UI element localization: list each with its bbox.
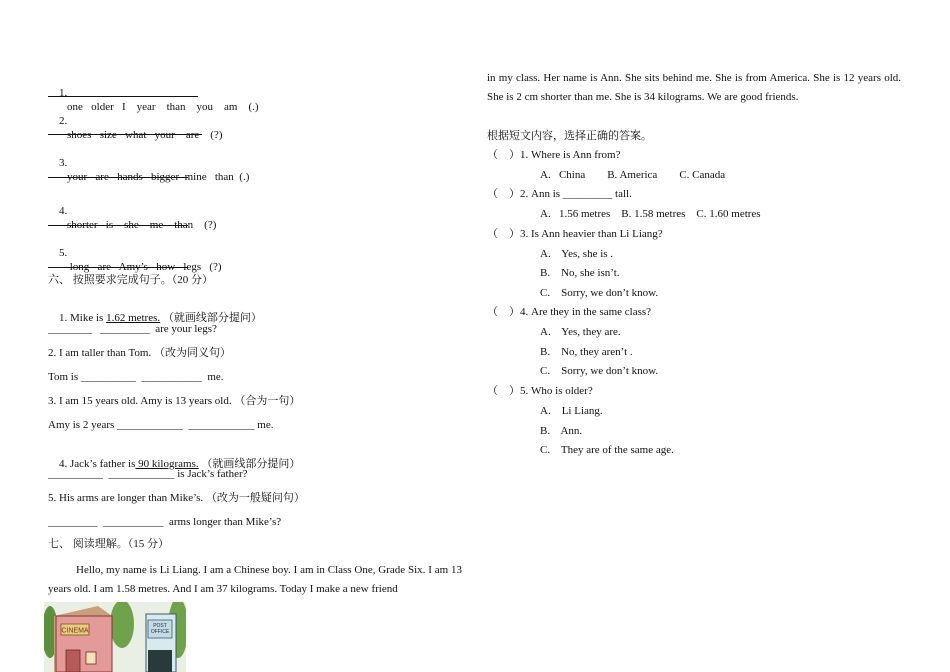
answer-line[interactable] xyxy=(48,134,202,135)
option-q5-a[interactable]: A. Li Liang. xyxy=(540,405,603,417)
sentence-number: 1. xyxy=(59,87,68,99)
section-7-title: 七、 阅读理解。（15 分） xyxy=(48,538,169,550)
sentence-number: 4. xyxy=(59,205,68,217)
option-q5-c[interactable]: C. They are of the same age. xyxy=(540,444,674,456)
underlined-phrase: 1.62 metres. xyxy=(106,312,161,324)
option-q4-c[interactable]: C. Sorry, we don’t know. xyxy=(540,365,659,377)
s6-answer-4[interactable]: __________ ____________ is Jack’s father? xyxy=(48,468,248,480)
s6-answer-1[interactable]: ________ _________ are your legs? xyxy=(48,323,217,335)
answer-line[interactable] xyxy=(48,177,188,178)
sentence-words: shoes size what your are (?) xyxy=(67,129,223,141)
reading-question-1[interactable]: （ ）1. Where is Ann from? xyxy=(487,149,621,161)
reading-question-4[interactable]: （ ）4. Are they in the same class? xyxy=(487,306,652,318)
sentence-words: long are Amy’s how legs (?) xyxy=(67,261,222,273)
cinema-post-office-picture xyxy=(44,602,186,672)
s6-question-3: 3. I am 15 years old. Amy is 13 years old. （合为一句） xyxy=(48,395,301,407)
cinema-sign: CINEMA xyxy=(61,627,89,635)
sentence-words: your are hands bigger mine than (.) xyxy=(67,171,250,183)
s6-question-1: 1. Mike is 1.62 metres. （就画线部分提问） xyxy=(59,312,262,324)
option-q5-b[interactable]: B. Ann. xyxy=(540,425,583,437)
section-6-title: 六、 按照要求完成句子。（20 分） xyxy=(48,274,213,286)
s6-answer-3[interactable]: Amy is 2 years ____________ ____________ me. xyxy=(48,419,274,431)
reading-passage-part-2: in my class. Her name is Ann. She sits behind me. She is from America. She is 12 years old. She is 2 cm shorter than me. She is 34 kilograms. We are good friends. xyxy=(487,72,901,103)
answer-line[interactable] xyxy=(48,225,188,226)
option-q3-c[interactable]: C. Sorry, we don’t know. xyxy=(540,287,659,299)
reading-passage-part-1: Hello, my name is Li Liang. I am a Chinese boy. I am in Class One, Grade Six. I am 13 years old. I am 1.58 metres. And I am 37 kilograms. Today I make a new friend xyxy=(48,564,462,595)
reading-question-3[interactable]: （ ）3. Is Ann heavier than Li Liang? xyxy=(487,228,663,240)
reading-question-5[interactable]: （ ）5. Who is older? xyxy=(487,385,593,397)
option-q4-a[interactable]: A. Yes, they are. xyxy=(540,326,621,338)
sentence-number: 2. xyxy=(59,115,68,127)
s6-question-5: 5. His arms are longer than Mike’s. （改为一般疑问句） xyxy=(48,492,305,504)
s6-answer-2[interactable]: Tom is __________ ___________ me. xyxy=(48,371,224,383)
s6-question-2: 2. I am taller than Tom. （改为同义句） xyxy=(48,347,231,359)
reading-instruction: 根据短文内容，选择正确的答案。 xyxy=(487,130,652,142)
s6-answer-5[interactable]: _________ ___________ arms longer than Mike’s? xyxy=(48,516,282,528)
sentence-number: 5. xyxy=(59,247,68,259)
options-q2[interactable]: A. 1.56 metres B. 1.58 metres C. 1.60 metres xyxy=(540,208,761,220)
options-q1[interactable]: A. China B. America C. Canada xyxy=(540,169,726,181)
sentence-number: 3. xyxy=(59,157,68,169)
s6-question-4: 4. Jack’s father is 90 kilograms. （就画线部分提问） xyxy=(59,458,301,470)
post-sign-line-2: OFFICE xyxy=(150,629,170,635)
sentence-words: one older I year than you am (.) xyxy=(67,101,259,113)
reading-question-2[interactable]: （ ）2. Ann is _________ tall. xyxy=(487,188,632,200)
option-q4-b[interactable]: B. No, they aren’t . xyxy=(540,346,633,358)
underlined-phrase: 90 kilograms. xyxy=(135,458,199,470)
answer-line[interactable] xyxy=(48,267,188,268)
answer-line[interactable] xyxy=(48,96,198,97)
option-q3-a[interactable]: A. Yes, she is . xyxy=(540,248,614,260)
option-q3-b[interactable]: B. No, she isn’t. xyxy=(540,267,620,279)
sentence-words: shorter is she me than (?) xyxy=(67,219,217,231)
street-illustration xyxy=(44,602,186,672)
post-sign-line-1: POST xyxy=(153,623,167,629)
